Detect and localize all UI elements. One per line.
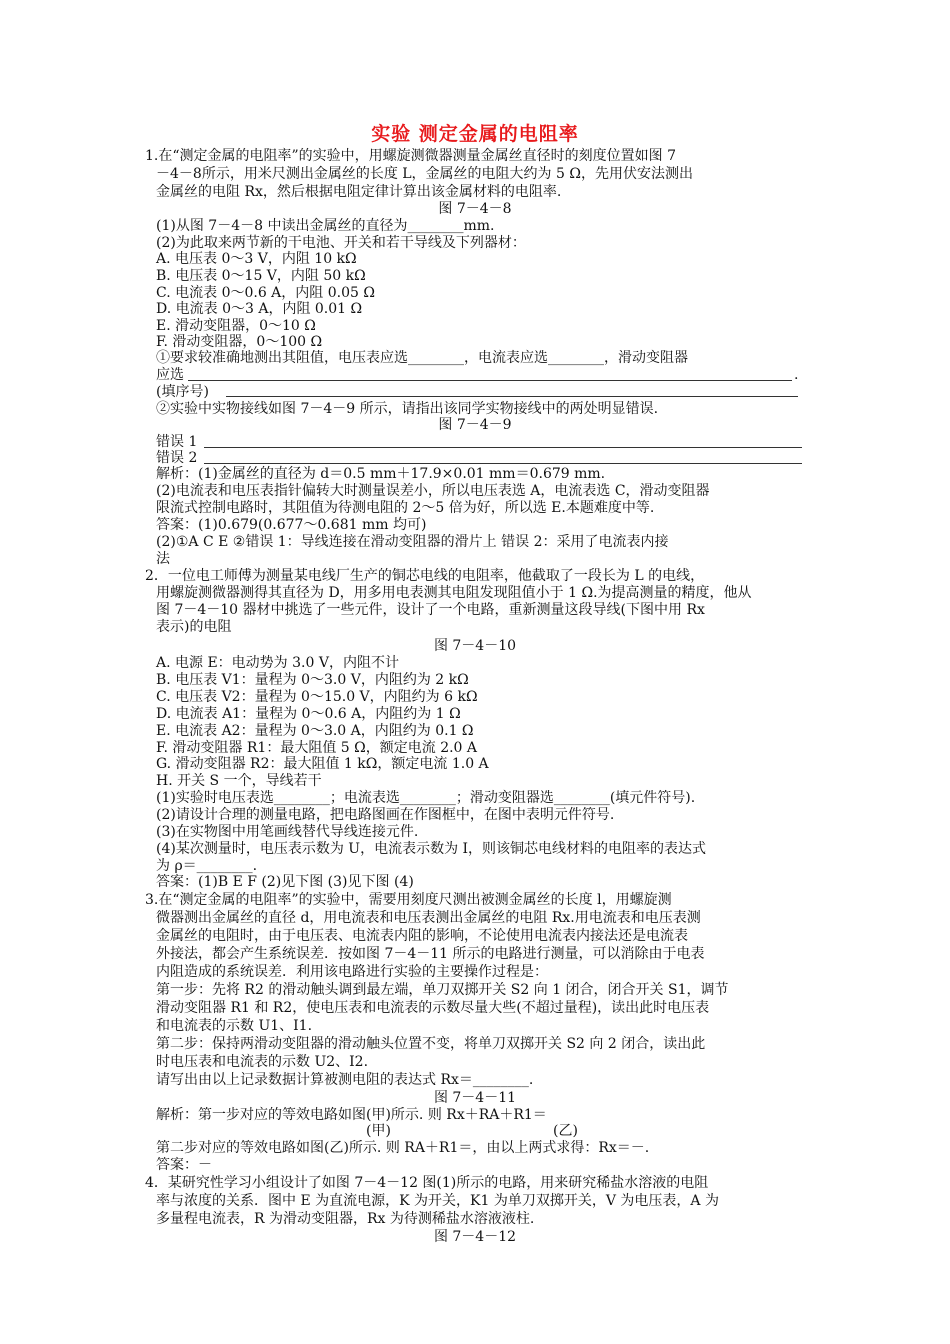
analysis-line: (2)电流表和电压表指针偏转大时测量误差小，所以电压表选 A，电流表选 C，滑动变阻器 xyxy=(156,483,710,499)
q3-stem-line: 请写出由以上记录数据计算被测电阻的表达式 Rx＝________. xyxy=(156,1072,534,1088)
analysis-line: 第二步对应的等效电路如图(乙)所示. 则 RA＋R1＝，由以上两式求得：Rx＝－. xyxy=(156,1140,650,1156)
figure-caption: 图 7－4－12 xyxy=(433,1229,517,1245)
option-item: C. 电压表 V2：量程为 0～15.0 V，内阻约为 6 kΩ xyxy=(156,689,478,705)
sub-question: ②实验中实物接线如图 7－4－9 所示，请指出该同学实物接线中的两处明显错误. xyxy=(156,401,659,417)
error-label: 错误 1 xyxy=(156,434,198,450)
sub-question: (填序号) xyxy=(156,384,209,400)
figure-label-yi: (乙) xyxy=(553,1123,578,1139)
q3-stem-line: 微器测出金属丝的直径 d，用电流表和电压表测出金属丝的电阻 Rx.用电流表和电压表测 xyxy=(156,910,701,926)
option-item: E. 电流表 A2：量程为 0～3.0 A，内阻约为 0.1 Ω xyxy=(156,723,474,739)
option-item: H. 开关 S 一个，导线若干 xyxy=(156,773,322,789)
answer-blank xyxy=(204,463,802,464)
q3-stem-line: 3.在“测定金属的电阻率”的实验中，需要用刻度尺测出被测金属丝的长度 l，用螺旋测 xyxy=(145,892,672,908)
question-part: (1)从图 7－4－8 中读出金属丝的直径为________mm. xyxy=(156,218,495,234)
question-part: (2)请设计合理的测量电路，把电路图画在作图框中，在图中表明元件符号. xyxy=(156,807,615,823)
answer-line: 答案：(1)B E F (2)见下图 (3)见下图 (4) xyxy=(156,874,414,890)
question-part: 为 ρ＝________. xyxy=(156,858,258,874)
error-label: 错误 2 xyxy=(156,450,198,466)
question-part: (4)某次测量时，电压表示数为 U，电流表示数为 I，则该铜芯电线材料的电阻率的表达式 xyxy=(156,841,707,857)
page-title: 实验 测定金属的电阻率 xyxy=(371,123,579,145)
q2-stem-line: 图 7－4－10 器材中挑选了一些元件，设计了一个电路，重新测量这段导线(下图中用 Rx xyxy=(156,602,705,618)
q3-stem-line: 和电流表的示数 U1、I1. xyxy=(156,1018,313,1034)
q3-stem-line: 第一步：先将 R2 的滑动触头调到最左端，单刀双掷开关 S2 向 1 闭合，闭合开关 S1，调节 xyxy=(156,982,729,998)
option-item: A. 电压表 0～3 V，内阻 10 kΩ xyxy=(156,251,357,267)
question-part: (2)为此取来两节新的干电池、开关和若干导线及下列器材： xyxy=(156,235,526,251)
analysis-line: 解析：(1)金属丝的直径为 d＝0.5 mm＋17.9×0.01 mm＝0.679 mm. xyxy=(156,466,606,482)
answer-line: 答案：－ xyxy=(156,1157,212,1173)
answer-line: (2)①A C E ②错误 1：导线连接在滑动变阻器的滑片上 错误 2：采用了电流表内接 xyxy=(156,534,669,550)
answer-blank xyxy=(188,380,792,381)
q2-stem-line: 用螺旋测微器测得其直径为 D，用多用电表测其电阻发现阻值小于 1 Ω.为提高测量的精度，他从 xyxy=(156,585,752,601)
sub-question-end: . xyxy=(794,367,799,383)
figure-label-jia: (甲) xyxy=(366,1123,391,1139)
q3-stem-line: 内阻造成的系统误差．利用该电路进行实验的主要操作过程是： xyxy=(156,964,548,980)
option-item: A. 电源 E：电动势为 3.0 V，内阻不计 xyxy=(156,655,399,671)
answer-blank xyxy=(204,447,802,448)
q3-stem-line: 第二步：保持两滑动变阻器的滑动触头位置不变，将单刀双掷开关 S2 向 2 闭合，读出此 xyxy=(156,1036,706,1052)
answer-blank xyxy=(226,396,798,397)
option-item: E. 滑动变阻器，0～10 Ω xyxy=(156,318,316,334)
option-item: B. 电压表 0～15 V，内阻 50 kΩ xyxy=(156,268,366,284)
option-item: D. 电流表 0～3 A，内阻 0.01 Ω xyxy=(156,301,363,317)
question-part: (1)实验时电压表选________；电流表选________；滑动变阻器选________(填元件符号). xyxy=(156,790,696,806)
q4-stem-line: 多量程电流表，R 为滑动变阻器，Rx 为待测稀盐水溶液液柱. xyxy=(156,1211,535,1227)
option-item: F. 滑动变阻器，0～100 Ω xyxy=(156,334,323,350)
figure-caption: 图 7－4－10 xyxy=(433,638,517,654)
figure-caption: 图 7－4－11 xyxy=(433,1090,517,1106)
answer-line: 答案：(1)0.679(0.677～0.681 mm 均可) xyxy=(156,517,427,533)
option-item: F. 滑动变阻器 R1：最大阻值 5 Ω，额定电流 2.0 A xyxy=(156,740,478,756)
q2-stem-line: 2．一位电工师傅为测量某电线厂生产的铜芯电线的电阻率，他截取了一段长为 L 的电线， xyxy=(145,568,705,584)
question-part: (3)在实物图中用笔画线替代导线连接元件. xyxy=(156,824,419,840)
q4-stem-line: 4．某研究性学习小组设计了如图 7－4－12 图(1)所示的电路，用来研究稀盐水溶液的电阻 xyxy=(145,1175,709,1191)
q1-stem-line: －4－8所示，用米尺测出金属丝的长度 L，金属丝的电阻大约为 5 Ω，先用伏安法测出 xyxy=(156,166,693,182)
answer-line: 法 xyxy=(156,551,170,567)
figure-caption: 图 7－4－9 xyxy=(438,417,512,433)
q3-stem-line: 时电压表和电流表的示数 U2、I2. xyxy=(156,1054,369,1070)
q2-stem-line: 表示)的电阻 xyxy=(156,619,232,635)
figure-caption: 图 7－4－8 xyxy=(438,201,512,217)
option-item: G. 滑动变阻器 R2：最大阻值 1 kΩ，额定电流 1.0 A xyxy=(156,756,489,772)
option-item: B. 电压表 V1：量程为 0～3.0 V，内阻约为 2 kΩ xyxy=(156,672,469,688)
sub-question: 应选 xyxy=(156,367,184,383)
q4-stem-line: 率与浓度的关系．图中 E 为直流电源，K 为开关，K1 为单刀双掷开关，V 为电压表，A 为 xyxy=(156,1193,719,1209)
option-item: C. 电流表 0～0.6 A，内阻 0.05 Ω xyxy=(156,285,375,301)
q1-stem-line: 1.在“测定金属的电阻率”的实验中，用螺旋测微器测量金属丝直径时的刻度位置如图 7 xyxy=(145,148,677,164)
analysis-line: 限流式控制电路时，其阻值为待测电阻的 2～5 倍为好，所以选 E.本题难度中等. xyxy=(156,500,655,516)
q3-stem-line: 滑动变阻器 R1 和 R2，使电压表和电流表的示数尽量大些(不超过量程)，读出此时电压表 xyxy=(156,1000,710,1016)
q1-stem-line: 金属丝的电阻 Rx，然后根据电阻定律计算出该金属材料的电阻率. xyxy=(156,184,562,200)
sub-question: ①要求较准确地测出其阻值，电压表应选________，电流表应选________，滑动变阻器 xyxy=(156,350,688,366)
q3-stem-line: 金属丝的电阻时，由于电压表、电流表内阻的影响，不论使用电流表内接法还是电流表 xyxy=(156,928,688,944)
q3-stem-line: 外接法，都会产生系统误差．按如图 7－4－11 所示的电路进行测量，可以消除由于电表 xyxy=(156,946,705,962)
analysis-line: 解析：第一步对应的等效电路如图(甲)所示. 则 Rx＋RA＋R1＝ xyxy=(156,1107,547,1123)
option-item: D. 电流表 A1：量程为 0～0.6 A，内阻约为 1 Ω xyxy=(156,706,461,722)
